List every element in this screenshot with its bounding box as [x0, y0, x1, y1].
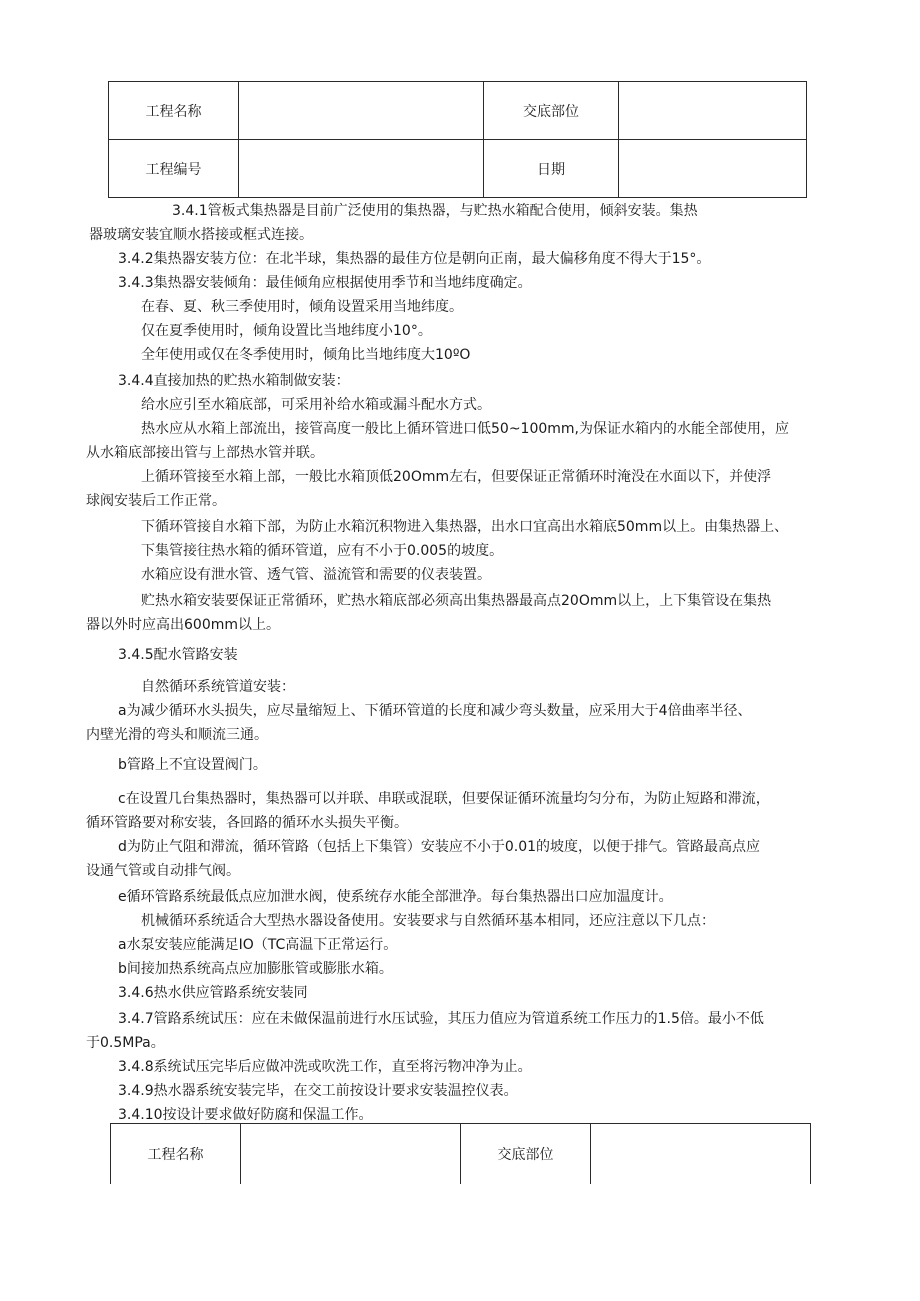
text-line: 于0.5MPa。 [86, 1035, 165, 1051]
text-line: 球阀安装后工作正常。 [86, 493, 226, 509]
text-line: 下循环管接自水箱下部，为防止水箱沉积物进入集热器，出水口宜高出水箱底50mm以上。由集热器上、 [141, 519, 789, 535]
text-line: 自然循环系统管道安装： [141, 679, 295, 695]
text-line: 设通气管或自动排气阀。 [86, 863, 240, 879]
text-line: 3.4.7管路系统试压：应在未做保温前进行水压试验，其压力值应为管道系统工作压力的1.5倍。最小不低 [118, 1011, 764, 1027]
text-line: 3.4.6热水供应管路系统安装同 [118, 985, 308, 1001]
text-line: 给水应引至水箱底部，可采用补给水箱或漏斗配水方式。 [141, 397, 491, 413]
text-line: 在春、夏、秋三季使用时，倾角设置采用当地纬度。 [141, 299, 463, 315]
text-line: 3.4.4直接加热的贮热水箱制做安装： [118, 373, 350, 389]
project-name-label: 工程名称 [111, 1124, 241, 1184]
text-line: c在设置几台集热器时，集热器可以并联、串联或混联，但要保证循环流量均匀分布，为防止短路和滞流， [118, 791, 770, 807]
text-line: 机械循环系统适合大型热水器设备使用。安装要求与自然循环基本相同，还应注意以下几点： [141, 913, 715, 929]
date-label: 日期 [484, 140, 619, 198]
text-line: 热水应从水箱上部流出，接管高度一般比上循环管进口低50~100mm,为保证水箱内的水能全部使用，应 [141, 421, 789, 437]
table-row [111, 1124, 811, 1184]
text-line: 3.4.8系统试压完毕后应做冲洗或吹洗工作，直至将污物冲净为止。 [118, 1059, 532, 1075]
handover-part-value [591, 1124, 811, 1184]
text-line: 器玻璃安装宜顺水搭接或框式连接。 [89, 227, 313, 243]
date-value [619, 140, 807, 198]
project-name-label: 工程名称 [109, 82, 239, 140]
text-line: 3.4.1管板式集热器是目前广泛使用的集热器，与贮热水箱配合使用，倾斜安装。集热 [172, 203, 698, 219]
text-line: 3.4.5配水管路安装 [118, 647, 238, 663]
project-number-label: 工程编号 [109, 140, 239, 198]
text-line: 全年使用或仅在冬季使用时，倾角比当地纬度大10ºO [141, 347, 471, 363]
text-line: 循环管路要对称安装，各回路的循环水头损失平衡。 [86, 815, 408, 831]
footer-info-table [110, 1123, 811, 1184]
text-line: b管路上不宜设置阀门。 [118, 757, 267, 773]
text-line: 3.4.2集热器安装方位：在北半球，集热器的最佳方位是朝向正南，最大偏移角度不得大于15°。 [118, 251, 711, 267]
text-line: 3.4.10按设计要求做好防腐和保温工作。 [118, 1107, 373, 1123]
text-line: 器以外时应高出600mm以上。 [86, 617, 280, 633]
text-line: b间接加热系统高点应加膨胀管或膨胀水箱。 [118, 961, 393, 977]
text-line: 水箱应设有泄水管、透气管、溢流管和需要的仪表装置。 [141, 567, 491, 583]
text-line: a为减少循环水头损失，应尽量缩短上、下循环管道的长度和减少弯头数量，应采用大于4倍曲率半径、 [118, 703, 752, 719]
table-row [109, 82, 807, 140]
table-row [109, 140, 807, 198]
text-line: 3.4.3集热器安装倾角：最佳倾角应根据使用季节和当地纬度确定。 [118, 275, 532, 291]
project-name-value [241, 1124, 461, 1184]
project-number-value [239, 140, 484, 198]
header-info-table [108, 81, 807, 198]
text-line: 贮热水箱安装要保证正常循环，贮热水箱底部必须高出集热器最高点20Omm以上，上下集管设在集热 [141, 593, 772, 609]
text-line: d为防止气阻和滞流，循环管路（包括上下集管）安装应不小于0.01的坡度，以便于排气。管路最高点应 [118, 839, 761, 855]
text-line: 从水箱底部接出管与上部热水管并联。 [86, 445, 324, 461]
text-line: 上循环管接至水箱上部，一般比水箱顶低20Omm左右，但要保证正常循环时淹没在水面以下，并使浮 [141, 469, 772, 485]
handover-part-label: 交底部位 [461, 1124, 591, 1184]
text-line: 下集管接往热水箱的循环管道，应有不小于0.005的坡度。 [141, 543, 504, 559]
text-line: 3.4.9热水器系统安装完毕，在交工前按设计要求安装温控仪表。 [118, 1083, 518, 1099]
text-line: 仅在夏季使用时，倾角设置比当地纬度小10°。 [141, 323, 432, 339]
text-line: e循环管路系统最低点应加泄水阀，使系统存水能全部泄净。每台集热器出口应加温度计。 [118, 889, 673, 905]
text-line: a水泵安装应能满足IO（TC高温下正常运行。 [118, 937, 398, 953]
handover-part-label: 交底部位 [484, 82, 619, 140]
handover-part-value [619, 82, 807, 140]
project-name-value [239, 82, 484, 140]
text-line: 内壁光滑的弯头和顺流三通。 [86, 727, 268, 743]
